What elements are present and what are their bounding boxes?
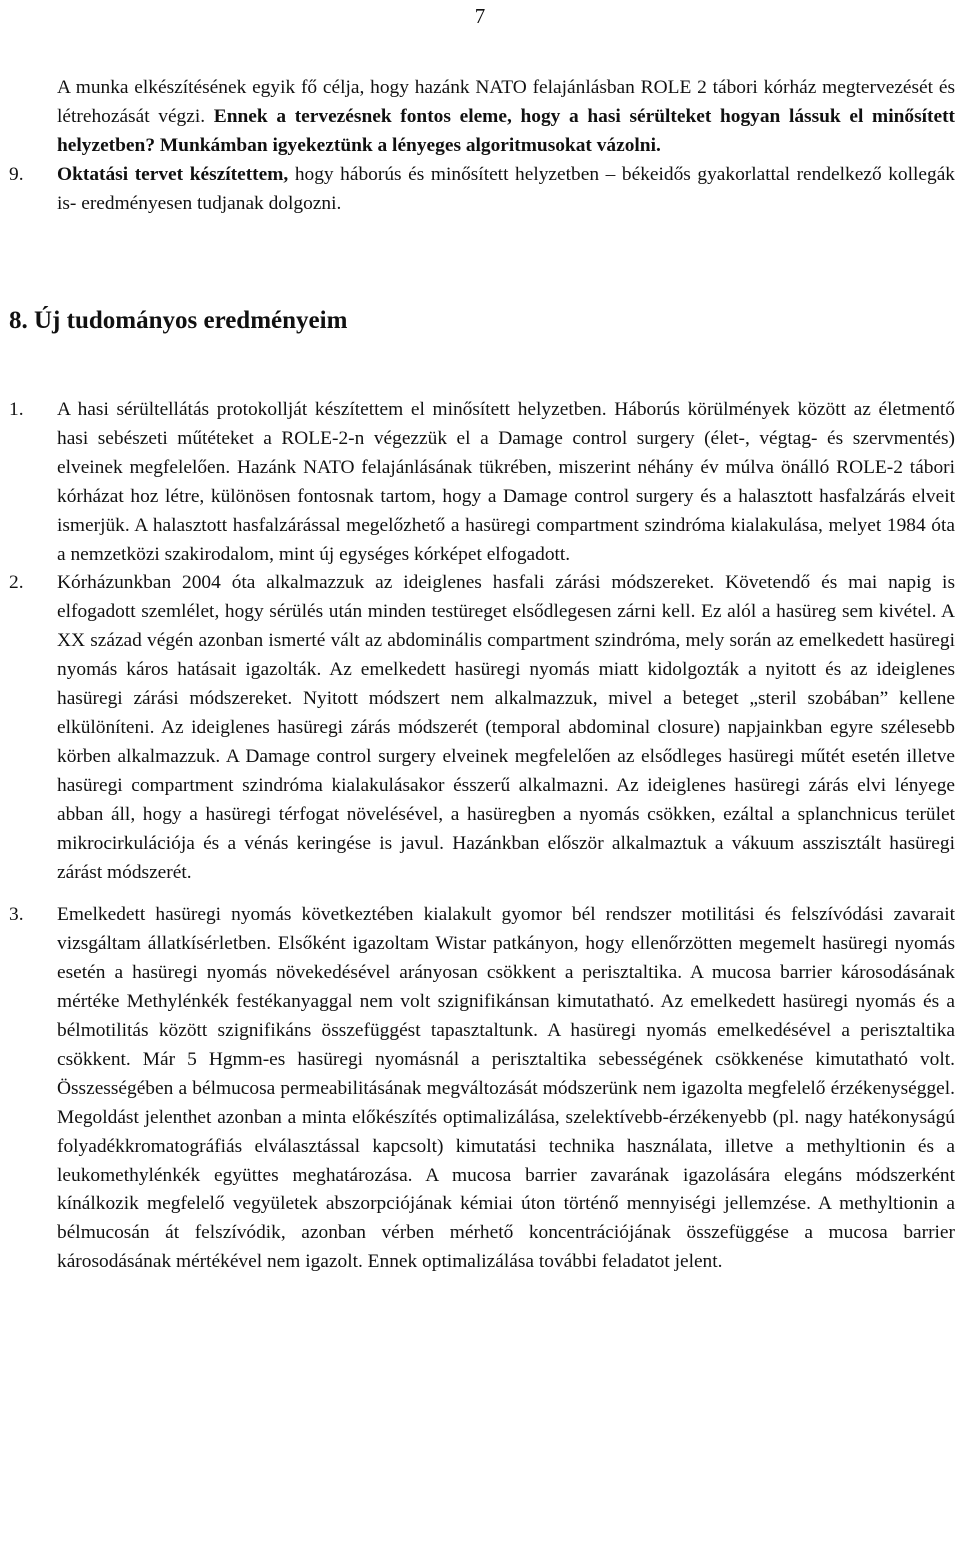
item-body: hogy háborús és minősített helyzetben – békeidős gyakorlattal rendelkező kollegák is- eredményesen tudjanak dolgozni.	[57, 163, 956, 214]
intro-bold-text: Ennek a tervezésnek fontos eleme, hogy a hasi sérülteket hogyan lássuk el minősített helyzetben? Munkámban igyekeztünk a lényeges algoritmusokat vázolni.	[57, 105, 955, 156]
item-number: 2.	[9, 572, 24, 594]
item-number: 1.	[9, 399, 24, 420]
spacer	[57, 887, 955, 901]
list-item-9	[9, 161, 956, 219]
item-number: 9.	[9, 163, 24, 185]
list-item	[9, 901, 955, 1277]
section-heading: 8. Új tudományos eredményeim	[9, 307, 348, 334]
item-text: Kórházunkban 2004 óta alkalmazzuk az ideiglenes hasfali zárási módszereket. Követendő és mai napig is elfogadott szemlélet, hogy sérülés után minden testüreget elsődlegesen zárni kell. Ez alól a hasüreg sem kivétel. A XX század végén azonban ismerté vált az abdominális compartment szindróma, mely során az emelkedett hasüregi nyomás káros hatásait igazolták. Az emelkedett hasüregi nyomás miatt kidolgozták a nyitott és az ideiglenes hasüregi zárási módszereket. Nyitott módszert nem alkalmazzuk, mivel a beteget „steril szobában” kellene elkülöníteni. Az ideiglenes hasüregi zárás módszerét (temporal abdominal closure) napjainkban egyre szélesebb körben alkalmazzuk. A Damage control surgery elveinek megfelelően az elsődleges hasüregi műtét esetén illetve hasüregi compartment szindróma kialakulásakor ésszerű alkalmazni. Az ideiglenes hasüregi zárás elvi lényege abban áll, hogy a hasüregi térfogat növelésével, a hasüregben a nyomás csökken, ezáltal a splanchnicus terület mikrocirkulációja és a vénás keringése is javul. Hazánkban először alkalmaztuk a vákuum asszisztált hasüregi zárást módszerét.	[57, 572, 955, 883]
page-number: 7	[474, 4, 486, 28]
item-number: 3.	[9, 904, 24, 926]
intro-paragraph	[57, 74, 955, 161]
list-item	[9, 396, 955, 569]
results-list	[9, 396, 955, 1277]
intro-text: A munka elkészítésének egyik fő célja, hogy hazánk NATO felajánlásban ROLE 2 tábori kórház megtervezését és létrehozását végzi.	[57, 77, 955, 127]
item-text: A hasi sérültellátás protokollját készítettem el minősített helyzetben. Háborús körülmények között az életmentő hasi sebészeti műtéteket a ROLE-2-n végezzük el a Damage control surgery (élet-, végtag- és szervmentés) elveinek megfelelően. Hazánk NATO felajánlásának tükrében, miszerint néhány év múlva önálló ROLE-2 tábori kórházat hoz létre, különösen fontosnak tartom, hogy a Damage control surgery és a halasztott hasfalzárás elveit ismerjük. A halasztott hasfalzárással megelőzhető a hasüregi compartment szindróma kialakulása, melyet 1984 óta a nemzetközi szakirodalom, mint új egységes kórképet elfogadott.	[57, 399, 955, 565]
item-text	[57, 161, 955, 219]
list-item	[9, 569, 955, 887]
intro-block	[9, 74, 956, 219]
item-bold-lead: Oktatási tervet készítettem,	[57, 163, 289, 185]
item-text: Emelkedett hasüregi nyomás következtében kialakult gyomor bél rendszer motilitási és felszívódási zavarait vizsgáltam állatkísérletben. Elsőként igazoltam Wistar patkányon, hogy ellenőrzötten megemelt hasüregi nyomás esetén a hasüregi nyomás növekedésével arányosan csökkent a perisztaltika. A mucosa barrier károsodásának mértéke Methylénkék festékanyaggal nem volt szignifikánsan kimutatható. Az emelkedett hasüregi nyomás és a bélmotilitás között szignifikáns összefüggést tapasztaltunk. A hasüregi nyomás emelkedésével a perisztaltika csökkent. Már 5 Hgmm-es hasüregi nyomásnál a perisztaltika sebességének csökkenése kimutatható volt. Összességében a bélmucosa permeabilitásának megváltozását módszerünk nem igazolta megfelelő érzékenységgel. Megoldást jelenthet azonban a minta előkészítés optimalizálása, szelektívebb-érzékenyebb (pl. nagy hatékonyságú folyadékkromatográfiás elválasztással kapcsolt) kimutatási technika használata, illetve a methyltionin és a leukomethylénkék együttes meghatározása. A mucosa barrier zavarának igazolására elegáns módszerként kínálkozik megfelelő vegyületek abszorpciójának kémiai úton történő mennyiségi jellemzése. A methyltionin a bélmucosán át felszívódik, azonban vérben mérhető koncentrációjának összefüggése a mucosa barrier károsodásának mértékével nem igazolt. Ennek optimalizálása további feladatot jelent.	[57, 904, 955, 1273]
